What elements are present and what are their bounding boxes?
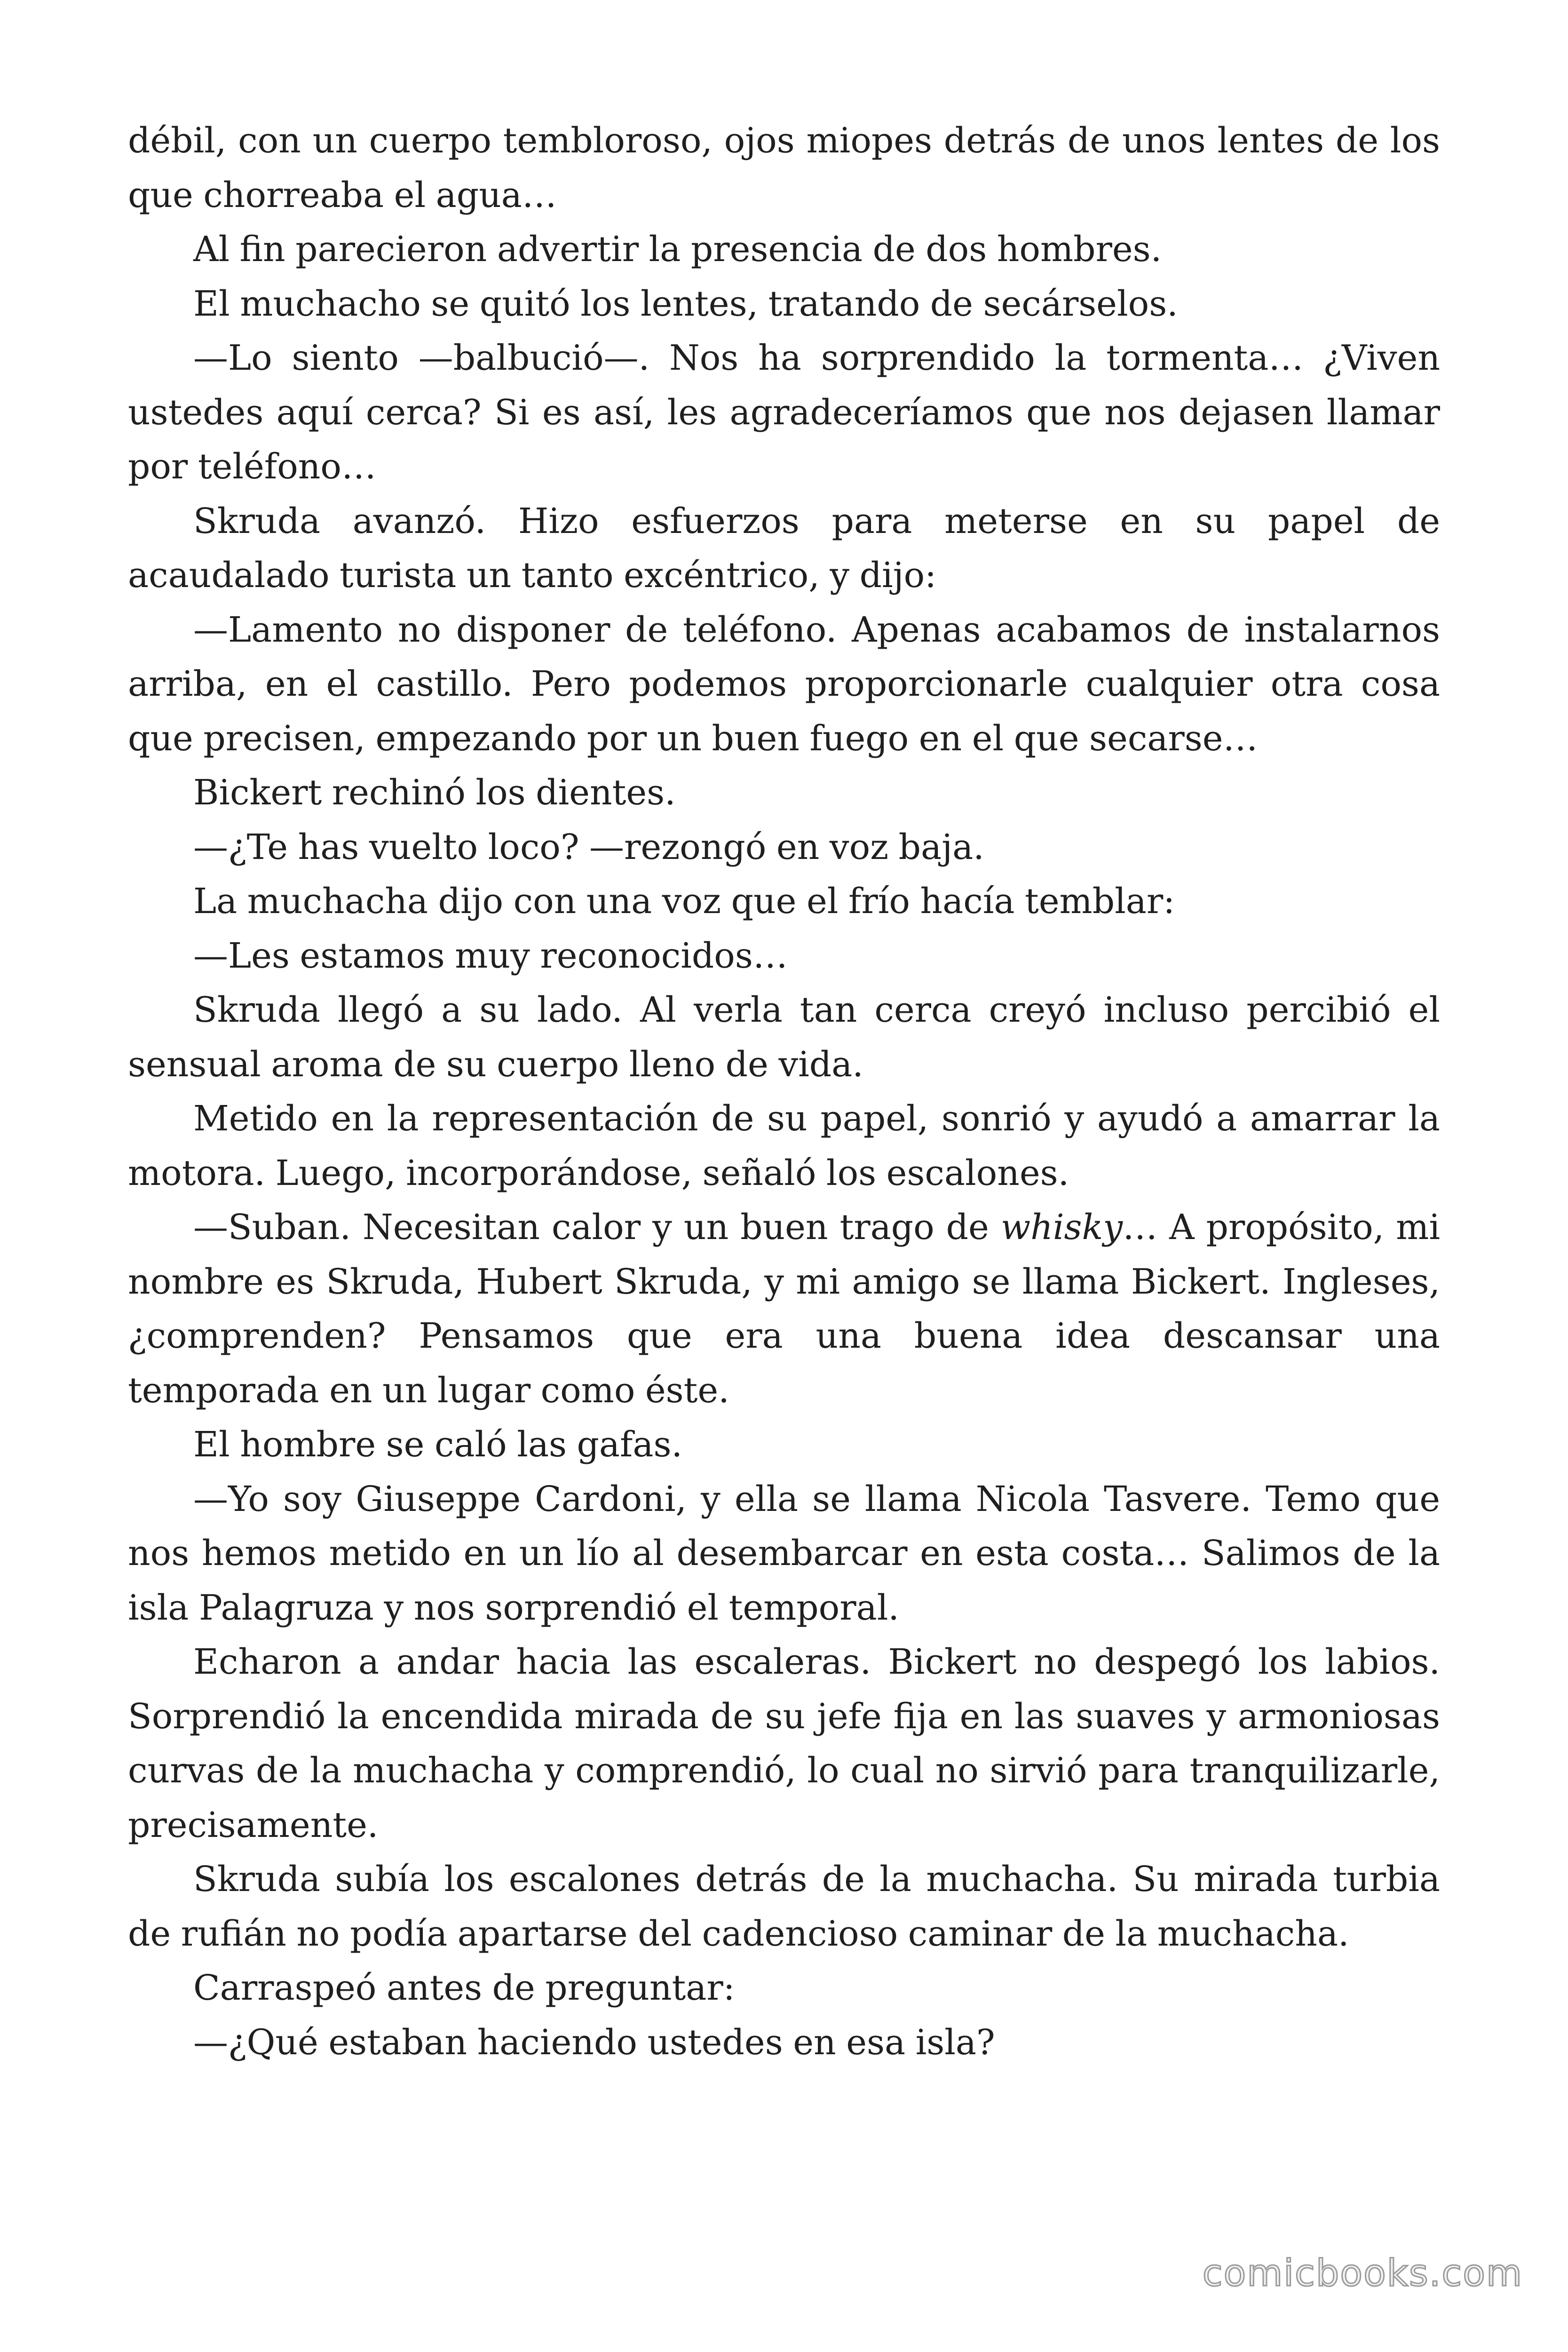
paragraph: Skruda avanzó. Hizo esfuerzos para meterse en su papel de acaudalado turista un tanto excéntrico, y dijo:: [128, 501, 1440, 596]
paragraph: Carraspeó antes de preguntar:: [193, 1968, 735, 2008]
italic-word: whisky: [1000, 1207, 1123, 1248]
paragraph: El hombre se caló las gafas.: [193, 1424, 683, 1465]
paragraph: —Lo siento —balbució—. Nos ha sorprendido la tormenta… ¿Viven ustedes aquí cerca? Si es así, les agradeceríamos que nos dejasen llamar por teléfono…: [128, 338, 1440, 487]
paragraph: [128, 1200, 1440, 1418]
paragraph-text: —Suban. Necesitan calor y un buen trago de: [193, 1207, 1001, 1248]
paragraph: Echaron a andar hacia las escaleras. Bickert no despegó los labios. Sorprendió la encendida mirada de su jefe fija en las suaves y armoniosas curvas de la muchacha y comprendió, lo cual no sirvió para tranquilizarle, precisamente.: [128, 1642, 1440, 1845]
paragraph: La muchacha dijo con una voz que el frío hacía temblar:: [193, 881, 1175, 922]
paragraph: Skruda llegó a su lado. Al verla tan cerca creyó incluso percibió el sensual aroma de su cuerpo lleno de vida.: [128, 990, 1440, 1085]
book-page-text: [128, 114, 1440, 2070]
paragraph: —¿Qué estaban haciendo ustedes en esa isla?: [193, 2022, 995, 2063]
paragraph: débil, con un cuerpo tembloroso, ojos miopes detrás de unos lentes de los que chorreaba el agua…: [128, 120, 1440, 215]
paragraph: —Lamento no disponer de teléfono. Apenas acabamos de instalarnos arriba, en el castillo. Pero podemos proporcionarle cualquier otra cosa que precisen, empezando por un buen fuego en el que secarse…: [128, 609, 1440, 759]
paragraph: —Les estamos muy reconocidos…: [193, 935, 788, 976]
paragraph: Skruda subía los escalones detrás de la muchacha. Su mirada turbia de rufián no podía apartarse del cadencioso caminar de la muchacha.: [128, 1859, 1440, 1954]
paragraph: El muchacho se quitó los lentes, tratando de secárselos.: [193, 283, 1178, 324]
paragraph-text: … A propósito, mi nombre es Skruda, Hubert Skruda, y mi amigo se llama Bickert. Ingleses, ¿comprenden? Pensamos que era una buena idea descansar una temporada en un lugar como éste.: [128, 1207, 1440, 1411]
watermark: comicbooks.com: [1202, 2252, 1523, 2295]
paragraph: —Yo soy Giuseppe Cardoni, y ella se llama Nicola Tasvere. Temo que nos hemos metido en un lío al desembarcar en esta costa… Salimos de la isla Palagruza y nos sorprendió el temporal.: [128, 1478, 1440, 1628]
paragraph: Metido en la representación de su papel, sonrió y ayudó a amarrar la motora. Luego, incorporándose, señaló los escalones.: [128, 1098, 1440, 1193]
paragraph: Al fin parecieron advertir la presencia de dos hombres.: [193, 229, 1162, 270]
paragraph: —¿Te has vuelto loco? —rezongó en voz baja.: [193, 826, 984, 867]
paragraph: Bickert rechinó los dientes.: [193, 772, 676, 813]
